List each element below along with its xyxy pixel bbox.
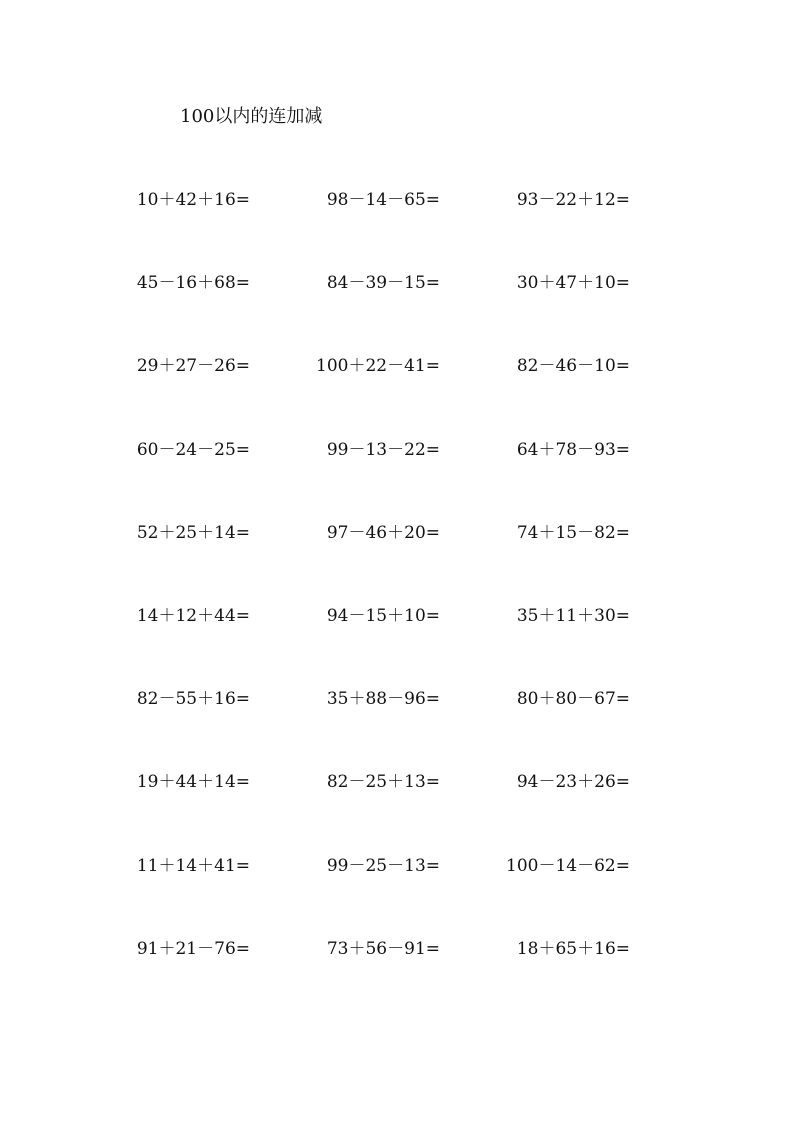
problem-row <box>100 852 640 935</box>
problem-cell: 94－23＋26= <box>516 772 630 793</box>
problem-cell: 60－24－25= <box>136 439 250 460</box>
problem-cell: 98－14－65= <box>326 190 440 210</box>
problem-row <box>100 685 640 768</box>
problem-cell: 18＋65＋16= <box>516 938 630 959</box>
problem-cell: 100－14－62= <box>506 855 630 876</box>
problem-row <box>100 768 640 851</box>
problem-cell: 35＋11＋30= <box>516 605 630 626</box>
problem-cell: 52＋25＋14= <box>136 522 250 543</box>
problem-row <box>100 352 640 435</box>
problem-row <box>100 602 640 685</box>
problem-cell: 84－39－15= <box>326 273 440 294</box>
problem-cell: 29＋27－26= <box>136 356 250 377</box>
problem-row <box>100 269 640 352</box>
problem-cell: 100＋22－41= <box>316 356 440 377</box>
problem-row <box>100 186 640 269</box>
problem-row <box>100 935 640 1018</box>
problem-cell: 45－16＋68= <box>136 273 250 294</box>
problem-cell: 82－55＋16= <box>136 689 250 710</box>
problem-cell: 19＋44＋14= <box>136 772 250 793</box>
problem-cell: 93－22＋12= <box>516 190 630 210</box>
problem-grid <box>100 186 640 1018</box>
problem-cell: 94－15＋10= <box>326 605 440 626</box>
problem-cell: 80＋80－67= <box>516 689 630 710</box>
problem-cell: 97－46＋20= <box>326 522 440 543</box>
problem-cell: 10＋42＋16= <box>136 190 250 210</box>
problem-cell: 74＋15－82= <box>516 522 630 543</box>
problem-cell: 11＋14＋41= <box>136 855 250 876</box>
problem-cell: 91＋21－76= <box>136 938 250 959</box>
problem-cell: 64＋78－93= <box>516 439 630 460</box>
problem-cell: 82－25＋13= <box>326 772 440 793</box>
problem-cell: 99－13－22= <box>326 439 440 460</box>
problem-row <box>100 519 640 602</box>
problem-row <box>100 436 640 519</box>
problem-cell: 73＋56－91= <box>326 938 440 959</box>
problem-cell: 30＋47＋10= <box>516 273 630 294</box>
problem-cell: 82－46－10= <box>516 356 630 377</box>
problem-cell: 14＋12＋44= <box>136 605 250 626</box>
problem-cell: 99－25－13= <box>326 855 440 876</box>
problem-cell: 35＋88－96= <box>326 689 440 710</box>
worksheet-title: 100以内的连加减 <box>180 106 323 127</box>
